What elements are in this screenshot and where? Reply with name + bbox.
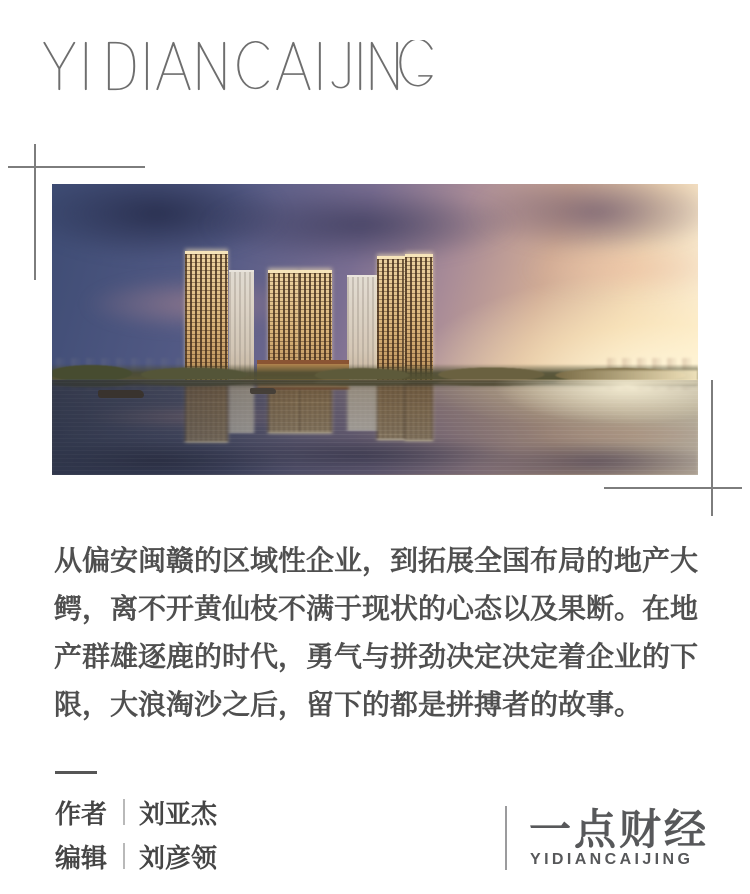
logo-latin-wordmark: YIDIANCAIJING xyxy=(530,851,694,868)
masthead xyxy=(42,40,434,92)
crop-mark-bottom-right-vertical xyxy=(711,380,713,516)
tower-graphic xyxy=(405,254,433,380)
tower-graphic xyxy=(377,256,405,380)
water-graphic xyxy=(52,380,698,475)
author-name: 刘亚杰 xyxy=(139,799,218,829)
masthead-wordmark-graphic xyxy=(42,40,434,92)
cloud-graphic xyxy=(202,186,522,264)
author-row xyxy=(55,790,217,834)
byline xyxy=(55,790,217,878)
photo-scene xyxy=(52,184,698,380)
crop-mark-top-left-horizontal xyxy=(8,166,145,168)
author-label: 作者 xyxy=(55,799,108,829)
shore-glow-graphic xyxy=(558,370,698,380)
cloud-graphic xyxy=(522,242,698,296)
tower-graphic xyxy=(185,251,228,380)
editor-label: 编辑 xyxy=(55,843,108,873)
crop-mark-top-left-vertical xyxy=(34,144,36,280)
boat-graphic xyxy=(250,388,276,394)
byline-separator xyxy=(123,799,125,825)
logo-divider xyxy=(505,806,507,870)
byline-separator xyxy=(123,843,125,869)
byline-dash xyxy=(55,771,97,774)
crop-mark-bottom-right-horizontal xyxy=(604,487,742,489)
water-overlay-graphic xyxy=(52,380,698,475)
logo-chinese-wordmark: 一点财经 xyxy=(529,806,710,853)
editor-row xyxy=(55,834,217,878)
boat-graphic xyxy=(98,390,144,398)
editor-name: 刘彦领 xyxy=(139,843,218,873)
article-paragraph: 从偏安闽赣的区域性企业，到拓展全国布局的地产大鳄，离不开黄仙枝不满于现状的心态以及果断。在地产群雄逐鹿的时代，勇气与拼劲决定决定着企业的下限，大浪淘沙之后，留下的都是拼搏者的故事。 xyxy=(54,546,699,721)
hero-photo xyxy=(52,184,698,475)
